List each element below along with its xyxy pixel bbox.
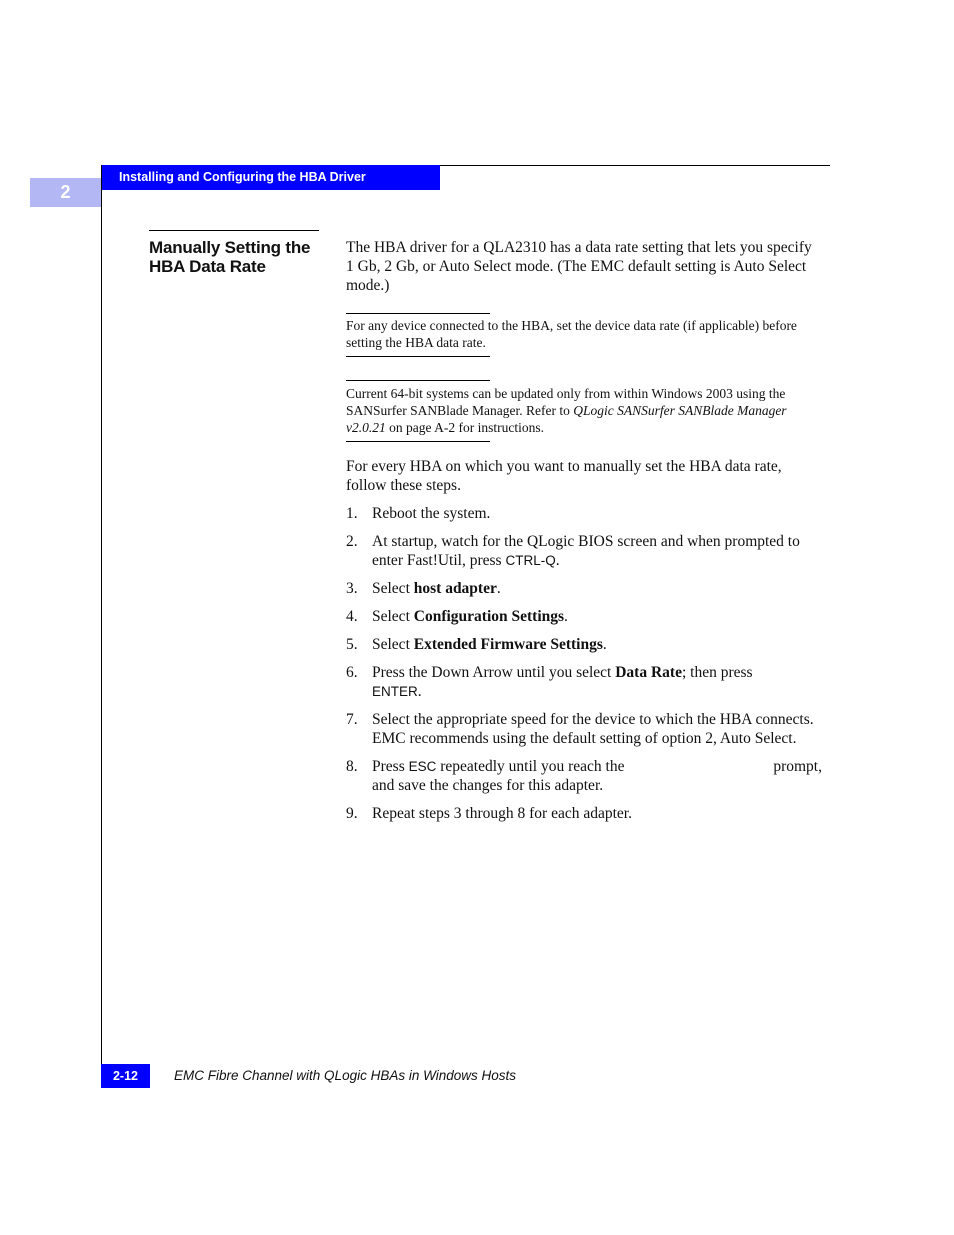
step-number: 8.: [346, 758, 358, 775]
note-2-text-a: Current 64-bit systems can be updated only from within Windows 2003 using the SANSurfer SANBlade Manager. Refer to: [346, 386, 786, 418]
step-text-end: .: [555, 552, 560, 569]
step-8: [346, 757, 822, 795]
step-text-end: .: [602, 636, 607, 653]
step-text-right: prompt,: [773, 758, 822, 775]
step-text: At startup, watch for the QLogic BIOS screen and when prompted to enter Fast!Util, press: [372, 533, 800, 569]
step-6: [346, 663, 822, 701]
key-name: ENTER: [372, 684, 418, 699]
step-text: Press the Down Arrow until you select: [372, 664, 616, 681]
page-number: 2-12: [101, 1064, 150, 1088]
footer-book-title: EMC Fibre Channel with QLogic HBAs in Windows Hosts: [174, 1068, 517, 1083]
section-heading-line2: HBA Data Rate: [149, 257, 266, 276]
step-number: 1.: [346, 505, 358, 522]
step-text-end: and save the changes for this adapter.: [372, 777, 604, 794]
step-number: 6.: [346, 664, 358, 681]
menu-option: host adapter: [413, 580, 497, 597]
menu-option: Data Rate: [615, 664, 682, 681]
step-7: [346, 710, 822, 748]
running-header: Installing and Configuring the HBA Driver: [101, 165, 440, 190]
intro-paragraph: The HBA driver for a QLA2310 has a data rate setting that lets you specify 1 Gb, 2 Gb, or Auto Select mode. (The EMC default setting is Auto Select mode.): [346, 239, 812, 294]
note-1: For any device connected to the HBA, set the device data rate (if applicable) before setting the HBA data rate.: [346, 318, 797, 350]
step-number: 7.: [346, 711, 358, 728]
note1-top-rule: [346, 313, 490, 314]
note1-bottom-rule: [346, 356, 490, 357]
key-name: CTRL-Q: [505, 553, 556, 568]
menu-option: Configuration Settings: [413, 608, 565, 625]
note2-top-rule: [346, 380, 490, 381]
section-heading-line1: Manually Setting the: [149, 238, 311, 257]
note-2-reference: QLogic SANSurfer SANBlade Manager v2.0.21: [346, 403, 787, 435]
step-3: [346, 579, 822, 598]
step-1: [346, 504, 822, 523]
note-2: [346, 385, 822, 436]
key-name: ESC: [408, 759, 437, 774]
steps-lead-in: For every HBA on which you want to manually set the HBA data rate, follow these steps.: [346, 458, 782, 494]
note-2-text-b: on page A-2 for instructions.: [385, 420, 544, 435]
procedure-steps: [346, 504, 822, 832]
step-text-mid: repeatedly until you reach the: [436, 758, 625, 775]
step-number: 4.: [346, 608, 358, 625]
step-number: 5.: [346, 636, 358, 653]
chapter-number-tab: 2: [30, 178, 101, 207]
heading-rule: [149, 230, 319, 231]
step-text-end: .: [496, 580, 501, 597]
step-text: Select: [372, 608, 414, 625]
step-text: Reboot the system.: [372, 505, 491, 522]
step-number: 2.: [346, 533, 358, 550]
step-text-mid: ; then press: [681, 664, 753, 681]
left-margin-rule: [101, 165, 102, 1088]
section-heading: [149, 238, 329, 276]
step-text: Press: [372, 758, 409, 775]
step-text-end: .: [564, 608, 568, 625]
step-text: Select the appropriate speed for the device to which the HBA connects. EMC recommends using the default setting of option 2, Auto Select.: [372, 711, 814, 747]
step-2: [346, 532, 822, 570]
step-5: [346, 635, 822, 654]
note2-bottom-rule: [346, 441, 490, 442]
step-text-end: .: [417, 683, 422, 700]
menu-option: Extended Firmware Settings: [413, 636, 603, 653]
step-text: Repeat steps 3 through 8 for each adapter.: [372, 805, 632, 822]
step-4: [346, 607, 822, 626]
step-number: 3.: [346, 580, 358, 597]
step-text: Select: [372, 636, 414, 653]
step-9: [346, 804, 822, 823]
step-number: 9.: [346, 805, 358, 822]
step-text: Select: [372, 580, 414, 597]
